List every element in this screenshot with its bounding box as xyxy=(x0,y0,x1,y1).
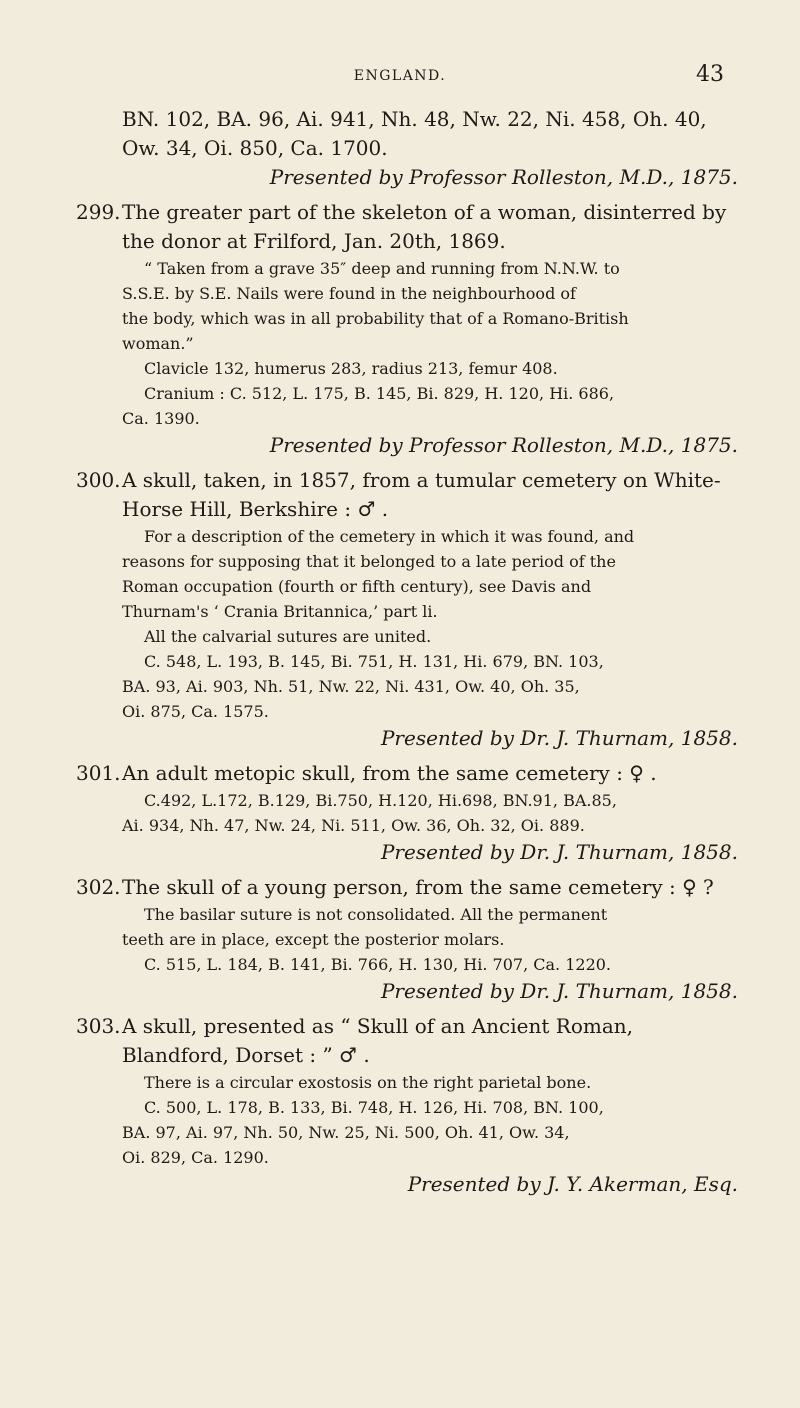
entry-note: Thurnam's ‘ Crania Britannica,’ part li. xyxy=(122,602,438,621)
entry-note: S.S.E. by S.E. Nails were found in the neighbourhood of xyxy=(122,284,576,303)
entry-title: The skull of a young person, from the same cemetery : ♀ ? xyxy=(122,875,714,899)
entry-number: 302. xyxy=(76,875,121,899)
entry-note: Roman occupation (fourth or fifth century), see Davis and xyxy=(122,577,592,596)
entry-note: teeth are in place, except the posterior molars. xyxy=(122,930,505,949)
entry-note: C.492, L.172, B.129, Bi.750, H.120, Hi.698, BN.91, BA.85, xyxy=(144,791,617,810)
entry-note: There is a circular exostosis on the right parietal bone. xyxy=(144,1073,592,1092)
measurement-line: BN. 102, BA. 96, Ai. 941, Nh. 48, Nw. 22, Ni. 458, Oh. 40, xyxy=(122,107,707,131)
running-head: ENGLAND. xyxy=(353,68,447,84)
catalogue-entry-302 xyxy=(0,873,800,1006)
entry-note: BA. 97, Ai. 97, Nh. 50, Nw. 25, Ni. 500, Oh. 41, Ow. 34, xyxy=(122,1123,570,1142)
entry-title: A skull, presented as “ Skull of an Ancient Roman, xyxy=(122,1014,633,1038)
entry-note: All the calvarial sutures are united. xyxy=(144,627,432,646)
entry-note: For a description of the cemetery in which it was found, and xyxy=(144,527,635,546)
presented-by: Presented by Professor Rolleston, M.D., 1875. xyxy=(269,165,738,189)
catalogue-entry-301 xyxy=(0,759,800,867)
entry-title: An adult metopic skull, from the same cemetery : ♀ . xyxy=(122,761,657,785)
catalogue-entry-300 xyxy=(0,466,800,753)
entry-number: 300. xyxy=(76,468,121,492)
entry-note: reasons for supposing that it belonged to a late period of the xyxy=(122,552,616,571)
entry-number: 301. xyxy=(76,761,121,785)
entry-note: C. 548, L. 193, B. 145, Bi. 751, H. 131, Hi. 679, BN. 103, xyxy=(144,652,604,671)
page-number: 43 xyxy=(696,62,724,87)
entry-title: The greater part of the skeleton of a woman, disinterred by xyxy=(122,200,727,224)
entry-title: Blandford, Dorset : ” ♂ . xyxy=(122,1043,370,1067)
continued-entry xyxy=(0,105,800,163)
entry-note: Ai. 934, Nh. 47, Nw. 24, Ni. 511, Ow. 36, Oh. 32, Oi. 889. xyxy=(122,816,585,835)
entry-note: Oi. 829, Ca. 1290. xyxy=(122,1148,269,1167)
entry-title: A skull, taken, in 1857, from a tumular cemetery on White- xyxy=(122,468,721,492)
entry-note: Clavicle 132, humerus 283, radius 213, femur 408. xyxy=(144,359,558,378)
entry-title: Horse Hill, Berkshire : ♂ . xyxy=(122,497,389,521)
entry-number: 299. xyxy=(76,200,121,224)
entry-note: Cranium : C. 512, L. 175, B. 145, Bi. 829, H. 120, Hi. 686, xyxy=(144,384,615,403)
entry-note: C. 515, L. 184, B. 141, Bi. 766, H. 130, Hi. 707, Ca. 1220. xyxy=(144,955,612,974)
entry-note: BA. 93, Ai. 903, Nh. 51, Nw. 22, Ni. 431, Ow. 40, Oh. 35, xyxy=(122,677,580,696)
entry-note: Oi. 875, Ca. 1575. xyxy=(122,702,269,721)
presented-by: Presented by Dr. J. Thurnam, 1858. xyxy=(380,979,738,1003)
entry-title: the donor at Frilford, Jan. 20th, 1869. xyxy=(122,229,506,253)
presented-by: Presented by Dr. J. Thurnam, 1858. xyxy=(380,840,738,864)
entry-number: 303. xyxy=(76,1014,121,1038)
entry-note: Ca. 1390. xyxy=(122,409,200,428)
entry-note: C. 500, L. 178, B. 133, Bi. 748, H. 126, Hi. 708, BN. 100, xyxy=(144,1098,604,1117)
page-body xyxy=(0,105,800,1199)
page-header xyxy=(0,62,800,92)
entry-note: The basilar suture is not consolidated. All the permanent xyxy=(144,905,608,924)
catalogue-entry-303 xyxy=(0,1012,800,1199)
presented-by: Presented by J. Y. Akerman, Esq. xyxy=(407,1172,738,1196)
presented-by: Presented by Professor Rolleston, M.D., 1875. xyxy=(269,433,738,457)
measurement-line: Ow. 34, Oi. 850, Ca. 1700. xyxy=(122,136,388,160)
presented-by: Presented by Dr. J. Thurnam, 1858. xyxy=(380,726,738,750)
catalogue-entry-299 xyxy=(0,198,800,460)
entry-note: “ Taken from a grave 35″ deep and running from N.N.W. to xyxy=(144,259,620,278)
entry-note: woman.” xyxy=(122,334,194,353)
entry-note: the body, which was in all probability that of a Romano-British xyxy=(122,309,629,328)
